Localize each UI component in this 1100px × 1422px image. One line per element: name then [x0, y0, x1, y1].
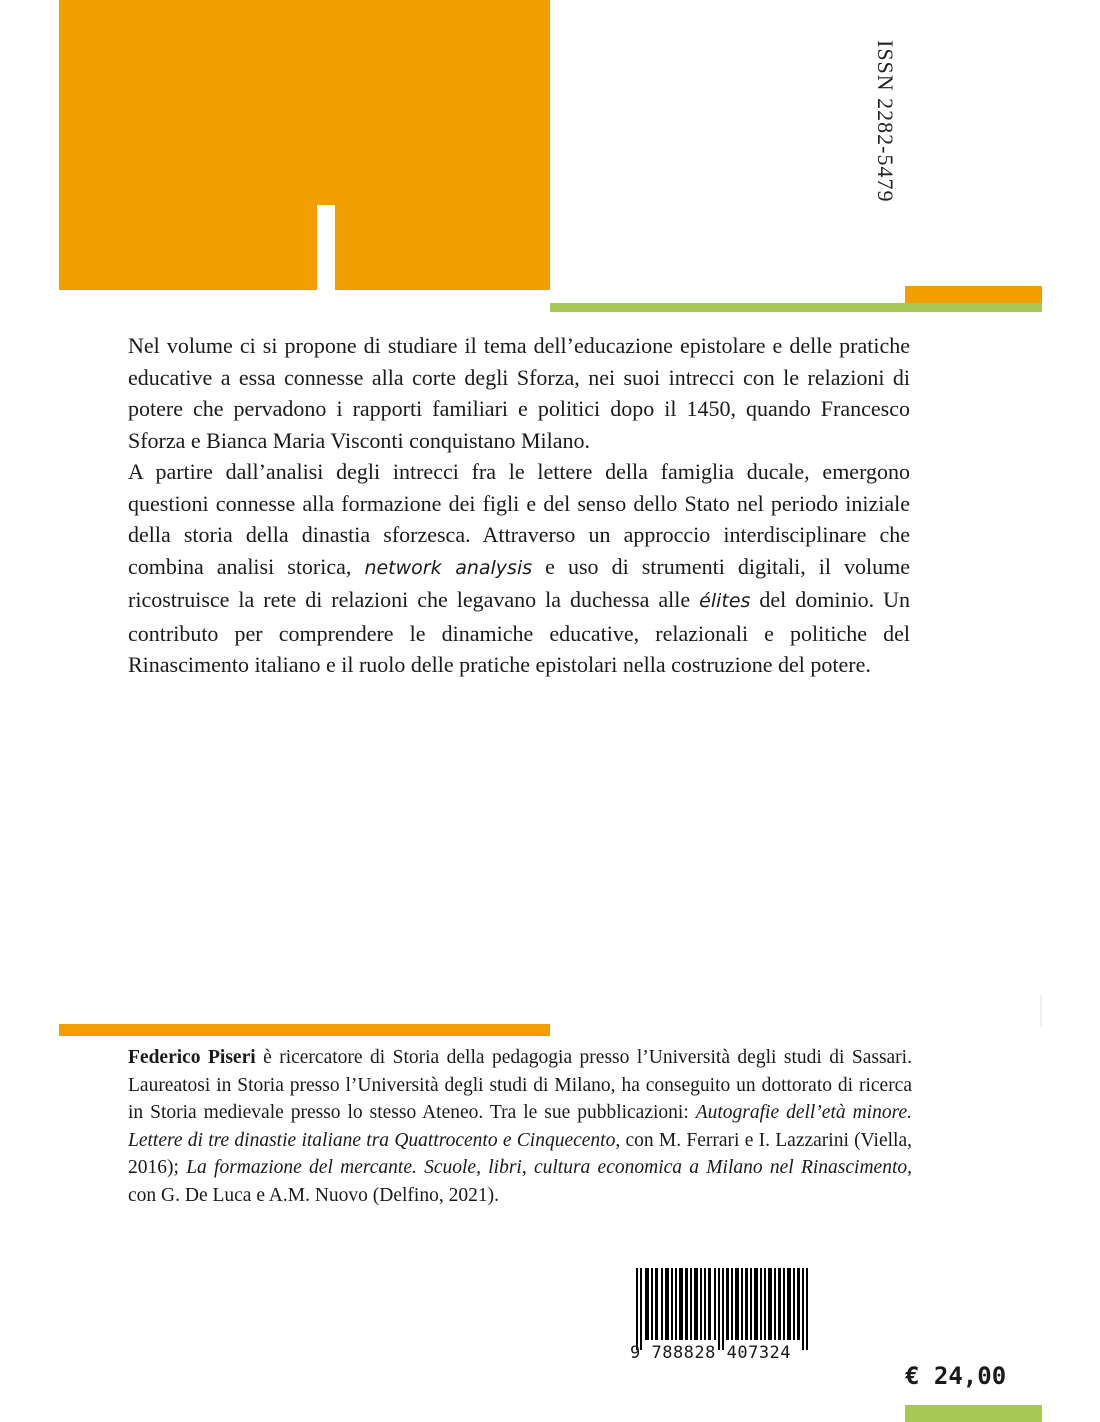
bio-text: è ricercatore di Storia della pedagogia presso l’Università degli studi di Sassari. Laureatosi in Storia presso l’Università degli studi di Milano, ha conseguito un dottorato di ricerca in Storia medievale presso lo stesso Ateneo. Tra le sue pubblicazioni:: [128, 1047, 912, 1123]
summary-text: del dominio. Un contributo per comprendere le dinamiche educative, relazionali e politiche del Rinascimento italiano e il ruolo delle pratiche epistolari nella costruzione del potere.: [128, 587, 910, 677]
isbn-barcode: [636, 1268, 808, 1350]
green-rule-bottom: [905, 1405, 1042, 1422]
orange-block-lower: [59, 205, 317, 290]
summary-text: e uso di strumenti digitali, il volume ricostruisce la rete di relazioni che legavano la duchessa alle: [128, 553, 910, 612]
price-label: € 24,00: [905, 1362, 1007, 1390]
italic-network-analysis: network analysis: [364, 556, 533, 579]
orange-block-middle: [59, 115, 550, 205]
book-title-1: Autografie dell’età minore. Lettere di tre dinastie italiane tra Quattrocento e Cinquecento: [128, 1102, 912, 1151]
green-rule-top: [550, 303, 1042, 312]
bio-text: , con G. De Luca e A.M. Nuovo (Delfino, 2021).: [128, 1157, 912, 1206]
issn-label: ISSN 2282-5479: [873, 40, 898, 203]
summary-text: A partire dall’analisi degli intrecci fra le lettere della famiglia ducale, emergono questioni connesse alla formazione dei figli e del senso dello Stato nel periodo iniziale della storia della dinastia sforzesca. Attraverso un approccio interdisciplinare che combina analisi storica,: [128, 459, 910, 579]
bio-text: , con M. Ferrari e I. Lazzarini (Viella, 2016);: [128, 1129, 912, 1178]
faint-margin-mark: [1040, 995, 1042, 1027]
author-divider-bar: [59, 1024, 550, 1036]
italic-elites: élites: [699, 590, 751, 612]
back-cover-summary: [128, 330, 910, 681]
summary-paragraph-1: Nel volume ci si propone di studiare il tema dell’educazione epistolare e delle pratiche educative a essa connesse alla corte degli Sforza, nei suoi intrecci con le relazioni di potere che pervadono i rapporti familiari e politici dopo il 1450, quando Francesco Sforza e Bianca Maria Visconti conquistano Milano.: [128, 333, 910, 453]
orange-block-step: [335, 200, 550, 290]
orange-strip-right: [905, 286, 1042, 303]
summary-paragraph-2: [128, 456, 910, 681]
book-title-2: La formazione del mercante. Scuole, libri, cultura economica a Milano nel Rinascimento: [186, 1157, 908, 1178]
orange-block-top: [59, 0, 550, 115]
author-bio: [128, 1044, 912, 1209]
author-name: Federico Piseri: [128, 1047, 256, 1068]
isbn-digits: 9 788828 407324: [630, 1343, 792, 1363]
